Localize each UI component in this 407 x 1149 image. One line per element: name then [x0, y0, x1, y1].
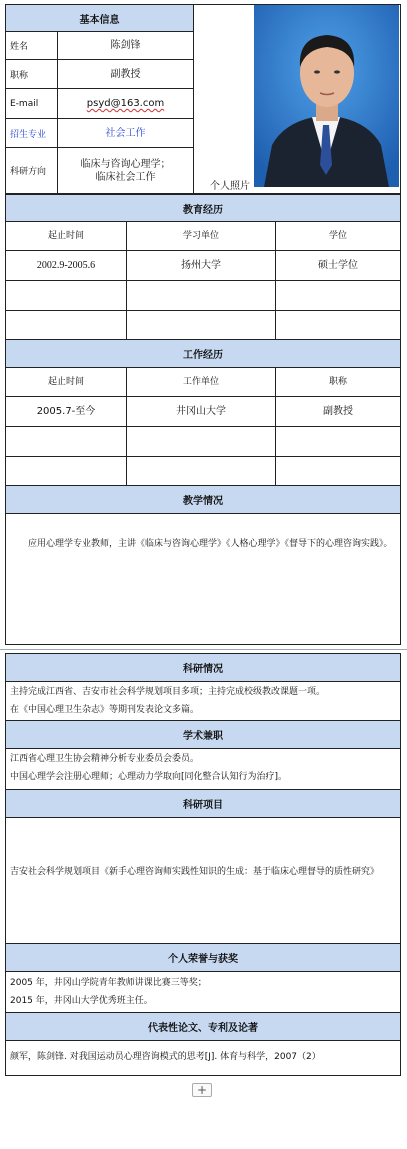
add-row-button[interactable]: + — [192, 1083, 212, 1097]
projects-header: 科研项目 — [6, 790, 400, 818]
work-col-unit: 工作单位 — [127, 368, 275, 397]
work-unit: 井冈山大学 — [127, 397, 275, 427]
research-header: 科研情况 — [6, 654, 400, 682]
email-label: E-mail — [6, 89, 57, 119]
projects-text: 吉安社会科学规划项目《新手心理咨询师实践性知识的生成：基于临床心理督导的质性研究》 — [10, 867, 380, 877]
academic-header: 学术兼职 — [6, 721, 400, 749]
email-value[interactable]: psyd@163.com — [58, 89, 193, 119]
education-col-period: 起止时间 — [6, 222, 126, 251]
work-title: 副教授 — [276, 397, 400, 427]
teaching-header: 教学情况 — [6, 486, 400, 514]
education-col-degree: 学位 — [276, 222, 400, 251]
research-line-2: 在《中国心理卫生杂志》等期刊发表论文多篇。 — [10, 705, 200, 715]
education-header: 教育经历 — [6, 195, 400, 222]
title-label: 职称 — [6, 60, 57, 89]
basic-info-header: 基本信息 — [6, 5, 193, 32]
research-direction-value: 临床与咨询心理学； 临床社会工作 — [80, 158, 171, 183]
photo-caption: 个人照片 — [210, 181, 250, 192]
name-label: 姓名 — [6, 32, 57, 60]
title-value: 副教授 — [58, 60, 193, 89]
academic-line-1: 江西省心理卫生协会精神分析专业委员会委员。 — [10, 754, 200, 764]
work-col-title: 职称 — [276, 368, 400, 397]
name-value: 陈剑锋 — [58, 32, 193, 60]
papers-line-1: 颜军，陈剑锋. 对我国运动员心理咨询模式的思考[J]. 体育与科学，2007（2） — [10, 1052, 321, 1062]
research-direction-label: 科研方向 — [10, 167, 47, 177]
education-col-unit: 学习单位 — [127, 222, 275, 251]
research-line-1: 主持完成江西省、吉安市社会科学规划项目多项；主持完成校级教改课题一项。 — [10, 687, 326, 697]
honors-header: 个人荣誉与获奖 — [6, 944, 400, 972]
honors-line-1: 2005 年，井冈山学院青年教师讲课比赛三等奖； — [10, 978, 207, 988]
work-col-period: 起止时间 — [6, 368, 126, 397]
major-label: 招生专业 — [6, 119, 57, 148]
major-value: 社会工作 — [58, 119, 193, 148]
education-degree: 硕士学位 — [276, 251, 400, 281]
work-period: 2005.7-至今 — [6, 397, 126, 427]
education-period: 2002.9-2005.6 — [6, 251, 126, 281]
education-unit: 扬州大学 — [127, 251, 275, 281]
teaching-text: 应用心理学专业教师，主讲《临床与咨询心理学》《人格心理学》《督导下的心理咨询实践》。 — [28, 539, 393, 549]
academic-line-2: 中国心理学会注册心理师；心理动力学取向[同化整合认知行为治疗]。 — [10, 772, 288, 782]
honors-line-2: 2015 年，井冈山大学优秀班主任。 — [10, 996, 153, 1006]
papers-header: 代表性论文、专利及论著 — [6, 1013, 400, 1041]
work-header: 工作经历 — [6, 340, 400, 368]
profile-photo — [254, 5, 399, 187]
